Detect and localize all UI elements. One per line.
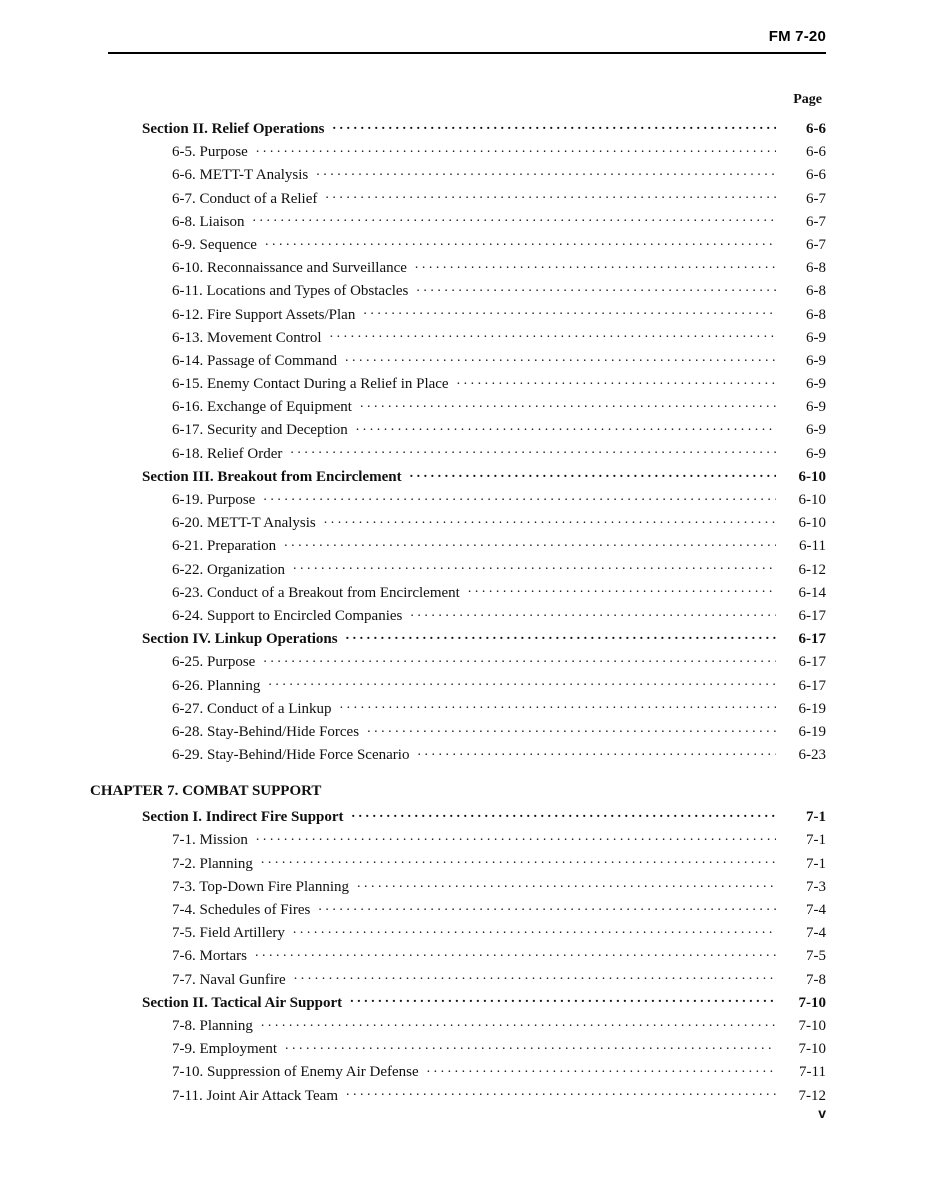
toc-page-number: 6-10 bbox=[798, 468, 826, 485]
dot-leader bbox=[324, 512, 776, 527]
dot-leader bbox=[261, 1015, 776, 1030]
toc-entry-label: 6-22. Organization bbox=[172, 561, 286, 578]
toc-entry-label: 6-10. Reconnaissance and Surveillance bbox=[172, 260, 407, 277]
toc-entry[interactable] bbox=[90, 651, 826, 674]
toc-page-number: 6-9 bbox=[806, 352, 826, 369]
toc-entry-label: 6-13. Movement Control bbox=[172, 329, 322, 346]
toc-entry[interactable] bbox=[90, 141, 826, 164]
dot-leader bbox=[263, 489, 776, 504]
toc-entry[interactable] bbox=[90, 327, 826, 350]
toc-page-number: 6-9 bbox=[806, 422, 826, 439]
toc-entry[interactable] bbox=[90, 211, 826, 234]
toc-entry[interactable] bbox=[90, 234, 826, 257]
toc-page-number: 6-17 bbox=[798, 607, 826, 624]
toc-entry[interactable] bbox=[90, 164, 826, 187]
toc-page-number: 7-11 bbox=[799, 1064, 826, 1081]
toc-entry[interactable] bbox=[90, 188, 826, 211]
toc-section-title: Section III. Breakout from Encirclement bbox=[142, 468, 402, 485]
toc-entry-label: 7-9. Employment bbox=[172, 1041, 277, 1058]
page-header bbox=[108, 28, 826, 62]
toc-entry-label: 6-17. Security and Deception bbox=[172, 422, 348, 439]
toc-page-number: 6-9 bbox=[806, 399, 826, 416]
toc-page-number: 6-7 bbox=[806, 190, 826, 207]
toc-entry-label: 7-2. Planning bbox=[172, 855, 253, 872]
dot-leader bbox=[417, 744, 776, 759]
toc-entry[interactable] bbox=[90, 512, 826, 535]
dot-leader bbox=[294, 969, 776, 984]
toc-entry-label: 6-23. Conduct of a Breakout from Encirclement bbox=[172, 584, 460, 601]
page-column-header: Page bbox=[793, 92, 822, 107]
dot-leader bbox=[256, 141, 776, 156]
toc-entry-label: 6-26. Planning bbox=[172, 677, 261, 694]
toc-entry[interactable] bbox=[90, 969, 826, 992]
toc-entry-label: 6-27. Conduct of a Linkup bbox=[172, 700, 332, 717]
toc-entry[interactable] bbox=[90, 744, 826, 767]
dot-leader bbox=[340, 698, 776, 713]
toc-entry[interactable] bbox=[90, 489, 826, 512]
toc-page-number: 6-9 bbox=[806, 376, 826, 393]
dot-leader bbox=[263, 651, 776, 666]
toc-page-number: 7-3 bbox=[806, 878, 826, 895]
dot-leader bbox=[253, 211, 777, 226]
toc-entry-label: 6-21. Preparation bbox=[172, 538, 277, 555]
manual-identifier: FM 7-20 bbox=[768, 28, 826, 45]
toc-entry-label: 7-10. Suppression of Enemy Air Defense bbox=[172, 1064, 419, 1081]
toc-entry-label: 6-20. METT-T Analysis bbox=[172, 515, 316, 532]
toc-entry[interactable] bbox=[90, 419, 826, 442]
toc-page-number: 7-1 bbox=[806, 855, 826, 872]
toc-entry[interactable] bbox=[90, 1015, 826, 1038]
dot-leader bbox=[367, 721, 776, 736]
toc-entry-label: 6-12. Fire Support Assets/Plan bbox=[172, 306, 356, 323]
toc-section-heading[interactable] bbox=[90, 628, 826, 651]
toc-section-heading[interactable] bbox=[90, 466, 826, 489]
toc-entry-label: 6-18. Relief Order bbox=[172, 445, 283, 462]
toc-chapter-title: CHAPTER 7. COMBAT SUPPORT bbox=[90, 783, 322, 800]
toc-entry[interactable] bbox=[90, 559, 826, 582]
toc-entry-label: 7-8. Planning bbox=[172, 1017, 253, 1034]
dot-leader bbox=[427, 1061, 776, 1076]
toc-page-number: 6-6 bbox=[806, 121, 826, 137]
toc-entry[interactable] bbox=[90, 280, 826, 303]
dot-leader bbox=[293, 559, 776, 574]
toc-entry-label: 7-5. Field Artillery bbox=[172, 925, 285, 942]
dot-leader bbox=[346, 1085, 776, 1100]
toc-entry[interactable] bbox=[90, 443, 826, 466]
toc-entry-label: 6-8. Liaison bbox=[172, 213, 245, 230]
toc-section-heading[interactable] bbox=[90, 118, 826, 141]
toc-section-title: Section I. Indirect Fire Support bbox=[142, 809, 344, 826]
dot-leader bbox=[346, 628, 776, 643]
dot-leader bbox=[345, 350, 776, 365]
toc-page-number: 7-1 bbox=[806, 809, 826, 826]
toc-page-number: 6-10 bbox=[798, 515, 826, 532]
toc-entry-label: 6-7. Conduct of a Relief bbox=[172, 190, 318, 207]
toc-entry[interactable] bbox=[90, 1085, 826, 1108]
toc-page-number: 6-17 bbox=[798, 654, 826, 671]
toc-page-number: 7-10 bbox=[798, 994, 826, 1011]
dot-leader bbox=[293, 922, 776, 937]
toc-page-number: 6-14 bbox=[798, 584, 826, 601]
dot-leader bbox=[457, 373, 776, 388]
dot-leader bbox=[332, 118, 776, 133]
dot-leader bbox=[268, 675, 776, 690]
toc-page-number: 6-19 bbox=[798, 723, 826, 740]
toc-entry[interactable] bbox=[90, 605, 826, 628]
toc-entry[interactable] bbox=[90, 922, 826, 945]
toc-page-number: 7-10 bbox=[798, 1017, 826, 1034]
toc-entry-label: 6-24. Support to Encircled Companies bbox=[172, 607, 403, 624]
dot-leader bbox=[256, 829, 776, 844]
toc-page-number: 6-9 bbox=[806, 445, 826, 462]
toc-entry[interactable] bbox=[90, 304, 826, 327]
toc-page-number: 6-6 bbox=[806, 167, 826, 184]
footer-page-number: v bbox=[818, 1105, 826, 1121]
toc-entry-label: 6-25. Purpose bbox=[172, 654, 256, 671]
toc-entry[interactable] bbox=[90, 373, 826, 396]
dot-leader bbox=[356, 419, 776, 434]
toc-page-number: 6-17 bbox=[798, 677, 826, 694]
header-rule bbox=[108, 52, 826, 54]
toc-section-title: Section II. Relief Operations bbox=[142, 121, 325, 137]
toc-entry[interactable] bbox=[90, 945, 826, 968]
toc-entry-label: 6-28. Stay-Behind/Hide Forces bbox=[172, 723, 360, 740]
toc-entry-label: 6-19. Purpose bbox=[172, 492, 256, 508]
toc-page-number: 6-12 bbox=[798, 561, 826, 578]
toc-entry-label: 6-14. Passage of Command bbox=[172, 352, 337, 369]
toc-page-number: 7-4 bbox=[806, 902, 826, 918]
toc-page-number: 6-7 bbox=[806, 236, 826, 253]
toc-entry-label: 7-6. Mortars bbox=[172, 948, 247, 965]
dot-leader bbox=[330, 327, 776, 342]
toc-page-number: 6-9 bbox=[806, 329, 826, 346]
toc-section-heading[interactable] bbox=[90, 992, 826, 1015]
toc-entry-label: 6-16. Exchange of Equipment bbox=[172, 399, 352, 416]
toc-page-number: 6-17 bbox=[798, 631, 826, 648]
toc-page-number: 6-11 bbox=[799, 538, 826, 555]
toc-entry-label: 7-3. Top-Down Fire Planning bbox=[172, 878, 349, 895]
toc-entry[interactable] bbox=[90, 582, 826, 605]
toc-page-number: 6-23 bbox=[798, 747, 826, 764]
dot-leader bbox=[360, 396, 776, 411]
dot-leader bbox=[290, 443, 776, 458]
toc-page-number: 6-8 bbox=[806, 306, 826, 323]
toc-entry-label: 6-5. Purpose bbox=[172, 144, 248, 161]
toc-page-number: 6-7 bbox=[806, 213, 826, 230]
toc-entry-label: 7-1. Mission bbox=[172, 832, 248, 849]
toc-page-number: 6-8 bbox=[806, 260, 826, 277]
toc-page-number: 7-1 bbox=[806, 832, 826, 849]
toc-entry-label: 6-15. Enemy Contact During a Relief in Place bbox=[172, 376, 449, 393]
dot-leader bbox=[363, 304, 776, 319]
toc-page-number: 6-19 bbox=[798, 700, 826, 717]
toc-section-title: Section II. Tactical Air Support bbox=[142, 994, 343, 1011]
dot-leader bbox=[357, 876, 776, 891]
dot-leader bbox=[415, 257, 776, 272]
toc-entry-label: 7-11. Joint Air Attack Team bbox=[172, 1087, 339, 1104]
table-of-contents bbox=[90, 118, 826, 1108]
toc-page-number: 7-10 bbox=[798, 1041, 826, 1058]
dot-leader bbox=[265, 234, 776, 249]
dot-leader bbox=[318, 899, 776, 914]
toc-entry[interactable] bbox=[90, 698, 826, 721]
toc-entry[interactable] bbox=[90, 721, 826, 744]
dot-leader bbox=[316, 164, 776, 179]
dot-leader bbox=[350, 992, 776, 1007]
dot-leader bbox=[352, 806, 776, 821]
toc-entry-label: 6-11. Locations and Types of Obstacles bbox=[172, 283, 409, 300]
toc-entry[interactable] bbox=[90, 1061, 826, 1084]
toc-page-number: 7-5 bbox=[806, 948, 826, 965]
toc-page-number: 6-8 bbox=[806, 283, 826, 300]
toc-entry[interactable] bbox=[90, 350, 826, 373]
dot-leader bbox=[410, 466, 776, 481]
toc-entry[interactable] bbox=[90, 535, 826, 558]
toc-entry[interactable] bbox=[90, 675, 826, 698]
toc-entry[interactable] bbox=[90, 899, 826, 922]
toc-page-number: 7-12 bbox=[798, 1087, 826, 1104]
toc-entry-label: 6-9. Sequence bbox=[172, 236, 257, 253]
toc-entry[interactable] bbox=[90, 1038, 826, 1061]
dot-leader bbox=[325, 188, 776, 203]
dot-leader bbox=[255, 945, 776, 960]
toc-page-number: 7-4 bbox=[806, 925, 826, 942]
toc-section-title: Section IV. Linkup Operations bbox=[142, 631, 338, 648]
dot-leader bbox=[416, 280, 776, 295]
toc-entry[interactable] bbox=[90, 257, 826, 280]
dot-leader bbox=[284, 535, 776, 550]
toc-page-number: 7-8 bbox=[806, 971, 826, 988]
toc-section-heading[interactable] bbox=[90, 806, 826, 829]
toc-entry[interactable] bbox=[90, 876, 826, 899]
toc-entry-label: 7-7. Naval Gunfire bbox=[172, 971, 286, 988]
toc-entry[interactable] bbox=[90, 396, 826, 419]
toc-page-number: 6-10 bbox=[798, 492, 826, 508]
dot-leader bbox=[410, 605, 776, 620]
toc-entry[interactable] bbox=[90, 853, 826, 876]
dot-leader bbox=[261, 853, 776, 868]
toc-entry-label: 6-6. METT-T Analysis bbox=[172, 167, 309, 184]
dot-leader bbox=[285, 1038, 776, 1053]
toc-entry-label: 7-4. Schedules of Fires bbox=[172, 902, 311, 918]
toc-chapter-heading[interactable] bbox=[90, 783, 826, 806]
dot-leader bbox=[468, 582, 776, 597]
toc-entry-label: 6-29. Stay-Behind/Hide Force Scenario bbox=[172, 747, 410, 764]
toc-page-number: 6-6 bbox=[806, 144, 826, 161]
toc-entry[interactable] bbox=[90, 829, 826, 852]
